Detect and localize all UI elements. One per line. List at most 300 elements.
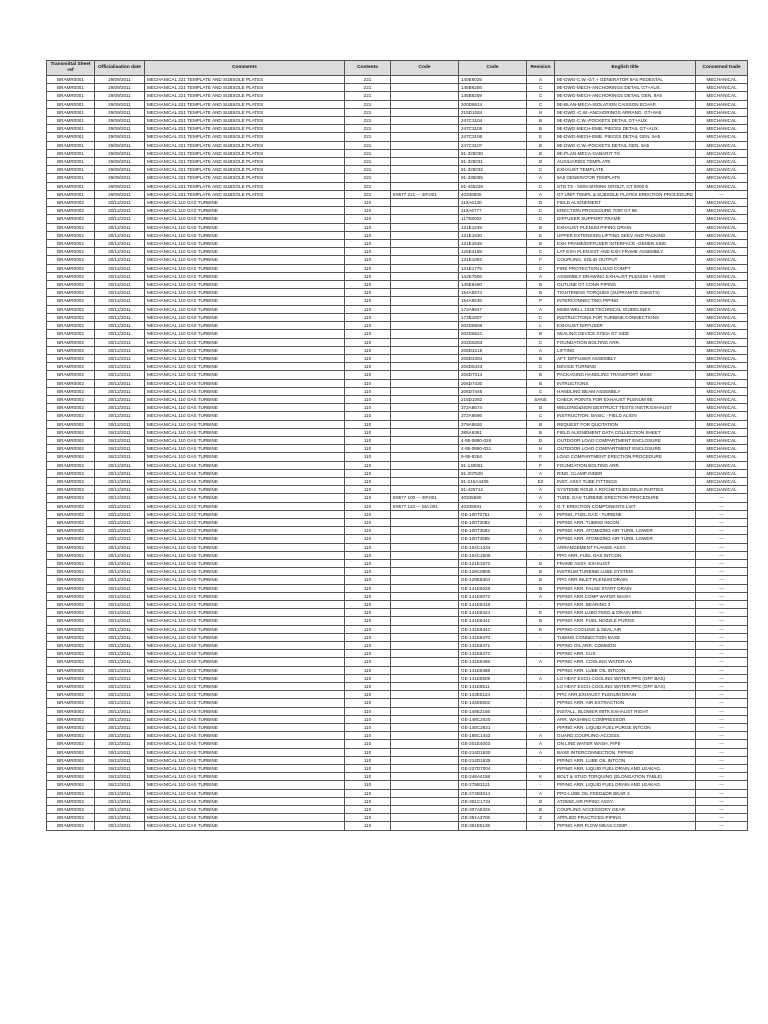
cell-contents: 110	[345, 207, 391, 215]
cell-code	[391, 609, 459, 617]
table-row	[47, 633, 748, 641]
cell-transmittal: BRAMR0002	[47, 789, 95, 797]
cell-contents: 110	[345, 543, 391, 551]
cell-code	[391, 240, 459, 248]
table-row	[47, 313, 748, 321]
cell-contents: 221	[345, 100, 391, 108]
cell-trade: MECHANICAL	[696, 76, 748, 84]
cell-transmittal: BRAMR0002	[47, 617, 95, 625]
cell-code-2: GE-201E4003	[459, 740, 527, 748]
cell-date: 30/12/2011	[95, 199, 145, 207]
cell-trade: MECHANICAL	[696, 453, 748, 461]
cell-contents: 110	[345, 248, 391, 256]
cell-code-2: 202D8283	[459, 338, 527, 346]
cell-english-title: 9E-DWG.-C.W.-ANCHORINGS ARRANG. GT+9A5	[555, 108, 696, 116]
cell-contents: 110	[345, 601, 391, 609]
cell-date: 30/12/2011	[95, 387, 145, 395]
cell-code-2: GE-100T3585	[459, 535, 527, 543]
cell-revision: -	[527, 707, 555, 715]
cell-code	[391, 683, 459, 691]
cell-transmittal: BRAMR0002	[47, 707, 95, 715]
cell-english-title: INSTRUM TURBINE LUBE SYSTEM	[555, 568, 696, 576]
cell-contents: 221	[345, 108, 391, 116]
col-header-date: Officialisation date	[95, 61, 145, 76]
cell-revision: A	[527, 190, 555, 198]
cell-contents: 110	[345, 609, 391, 617]
cell-code-2: 40345590	[459, 494, 527, 502]
cell-trade: ---	[696, 666, 748, 674]
cell-transmittal: BRAMR0002	[47, 322, 95, 330]
cell-transmittal: BRAMR0002	[47, 338, 95, 346]
cell-date: 29/09/2011	[95, 125, 145, 133]
cell-contents: 110	[345, 625, 391, 633]
table-row	[47, 322, 748, 330]
cell-transmittal: BRAMR0002	[47, 756, 95, 764]
table-row	[47, 601, 748, 609]
cell-code-2: 121E1249	[459, 223, 527, 231]
cell-trade: ---	[696, 683, 748, 691]
cell-date: 30/12/2011	[95, 502, 145, 510]
cell-date: 30/12/2011	[95, 584, 145, 592]
table-row	[47, 330, 748, 338]
cell-trade: MECHANICAL	[696, 166, 748, 174]
col-header-revision: Revision	[527, 61, 555, 76]
cell-code	[391, 174, 459, 182]
cell-date: 30/12/2011	[95, 354, 145, 362]
cell-comments: MECHANICAL 110 GAS TURBINE	[145, 502, 345, 510]
cell-comments: MECHANICAL 110 GAS TURBINE	[145, 633, 345, 641]
cell-english-title: PIPING ARR. BEARING 3	[555, 601, 696, 609]
cell-code	[391, 806, 459, 814]
cell-code-2: 205D4384	[459, 354, 527, 362]
cell-trade: ---	[696, 756, 748, 764]
cell-transmittal: BRAMR0002	[47, 436, 95, 444]
cell-comments: MECHANICAL 110 GAS TURBINE	[145, 559, 345, 567]
cell-date: 30/12/2011	[95, 412, 145, 420]
cell-code-2: GE-104C1234	[459, 543, 527, 551]
cell-contents: 110	[345, 666, 391, 674]
cell-date: 30/12/2011	[95, 592, 145, 600]
cell-contents: 110	[345, 322, 391, 330]
cell-english-title: PIPING ARR. AIR EXTRACTION	[555, 699, 696, 707]
cell-code	[391, 699, 459, 707]
table-row	[47, 642, 748, 650]
cell-code-2: GE-141E8442	[459, 625, 527, 633]
cell-code	[391, 387, 459, 395]
cell-contents: 110	[345, 814, 391, 822]
cell-revision: B	[527, 149, 555, 157]
cell-transmittal: BRAMR0002	[47, 297, 95, 305]
cell-transmittal: BRAMR0002	[47, 272, 95, 280]
cell-trade: MECHANICAL	[696, 281, 748, 289]
cell-date: 29/09/2011	[95, 92, 145, 100]
cell-date: 30/12/2011	[95, 765, 145, 773]
cell-transmittal: BRAMR0002	[47, 281, 95, 289]
cell-contents: 110	[345, 568, 391, 576]
cell-english-title: PIPING ARR.FLOW MEAS.COMP.	[555, 822, 696, 830]
cell-code	[391, 322, 459, 330]
cell-contents: 110	[345, 461, 391, 469]
cell-code	[391, 215, 459, 223]
cell-english-title: PIPING ARR. ATOMIZING AIR-TURB. LOWER	[555, 535, 696, 543]
cell-contents: 110	[345, 707, 391, 715]
cell-transmittal: BRAMR0002	[47, 395, 95, 403]
cell-revision: K	[527, 773, 555, 781]
cell-revision: C	[527, 215, 555, 223]
cell-english-title: 9E-DWG-C.W.-POCKETS DETAIL GEN. 9A5	[555, 141, 696, 149]
cell-revision: A	[527, 346, 555, 354]
cell-english-title: COUPLING, SOLID OUTPUT	[555, 256, 696, 264]
cell-trade: ---	[696, 502, 748, 510]
cell-revision: E	[527, 625, 555, 633]
cell-code-2: 121E1539	[459, 240, 527, 248]
cell-english-title: PIPING ARR. LUBE OIL INTCON	[555, 666, 696, 674]
cell-code-2: 131E1092	[459, 256, 527, 264]
cell-english-title: FOUNDATION BOLTING ARR.	[555, 338, 696, 346]
cell-trade: ---	[696, 551, 748, 559]
cell-trade: ---	[696, 797, 748, 805]
cell-code	[391, 477, 459, 485]
cell-contents: 110	[345, 453, 391, 461]
cell-english-title: MS90-WELL 1025 TECHNICAL GUIDELINES	[555, 305, 696, 313]
cell-revision: -	[527, 666, 555, 674]
cell-english-title: INSTALL, BLOWER 88TK EXHAUST RIGHT	[555, 707, 696, 715]
cell-trade: ---	[696, 707, 748, 715]
cell-contents: 221	[345, 174, 391, 182]
cell-revision: F	[527, 256, 555, 264]
cell-revision: -	[527, 518, 555, 526]
cell-trade: MECHANICAL	[696, 256, 748, 264]
cell-transmittal: BRAMR0002	[47, 223, 95, 231]
cell-transmittal: BRAMR0002	[47, 683, 95, 691]
cell-comments: MECHANICAL 110 GAS TURBINE	[145, 371, 345, 379]
cell-comments: MECHANICAL 221 TEMPLATE AND SUBSOLE PLATES	[145, 149, 345, 157]
table-row	[47, 133, 748, 141]
cell-date: 30/12/2011	[95, 453, 145, 461]
table-row	[47, 305, 748, 313]
cell-code-2: 145B6259	[459, 92, 527, 100]
cell-code	[391, 568, 459, 576]
cell-english-title: HANDLING BEAM ASSEMBLY	[555, 387, 696, 395]
table-header-row	[47, 61, 748, 76]
cell-transmittal: BRAMR0002	[47, 412, 95, 420]
cell-contents: 110	[345, 617, 391, 625]
cell-transmittal: BRAMR0002	[47, 264, 95, 272]
cell-revision: C	[527, 207, 555, 215]
cell-comments: MECHANICAL 110 GAS TURBINE	[145, 313, 345, 321]
cell-contents: 110	[345, 297, 391, 305]
cell-code-2: GE-104C2509	[459, 551, 527, 559]
cell-code-2: GE-141E5072	[459, 592, 527, 600]
cell-english-title: PPG-LUBE OIL FEED&DR.BEAR 3	[555, 789, 696, 797]
cell-date: 29/09/2011	[95, 166, 145, 174]
table-row	[47, 436, 748, 444]
cell-comments: MECHANICAL 110 GAS TURBINE	[145, 756, 345, 764]
cell-comments: MECHANICAL 110 GAS TURBINE	[145, 453, 345, 461]
cell-date: 29/09/2011	[95, 190, 145, 198]
cell-code	[391, 625, 459, 633]
cell-trade: ---	[696, 518, 748, 526]
table-row	[47, 108, 748, 116]
cell-comments: MECHANICAL 110 GAS TURBINE	[145, 297, 345, 305]
cell-revision: -	[527, 822, 555, 830]
cell-english-title: PIPING ARR. FALSE START DRAIN	[555, 584, 696, 592]
cell-contents: 110	[345, 674, 391, 682]
cell-comments: MECHANICAL 110 GAS TURBINE	[145, 740, 345, 748]
cell-trade: ---	[696, 584, 748, 592]
cell-date: 29/09/2011	[95, 100, 145, 108]
table-row	[47, 765, 748, 773]
cell-transmittal: BRAMR0002	[47, 199, 95, 207]
cell-transmittal: BRAMR0002	[47, 256, 95, 264]
table-row	[47, 207, 748, 215]
cell-revision: A	[527, 272, 555, 280]
cell-comments: MECHANICAL 221 TEMPLATE AND SUBSOLE PLATES	[145, 182, 345, 190]
table-row	[47, 215, 748, 223]
table-row	[47, 92, 748, 100]
cell-transmittal: BRAMR0001	[47, 84, 95, 92]
cell-comments: MECHANICAL 110 GAS TURBINE	[145, 518, 345, 526]
cell-revision: H	[527, 445, 555, 453]
cell-date: 30/12/2011	[95, 551, 145, 559]
cell-transmittal: BRAMR0002	[47, 379, 95, 387]
cell-comments: MECHANICAL 221 TEMPLATE AND SUBSOLE PLATES	[145, 174, 345, 182]
cell-revision: -	[527, 642, 555, 650]
cell-transmittal: BRAMR0002	[47, 797, 95, 805]
cell-comments: MECHANICAL 110 GAS TURBINE	[145, 765, 345, 773]
cell-code	[391, 601, 459, 609]
cell-comments: MECHANICAL 110 GAS TURBINE	[145, 666, 345, 674]
cell-contents: 110	[345, 658, 391, 666]
cell-code-2: GE-128C8805	[459, 568, 527, 576]
cell-code-2: 131E1775	[459, 264, 527, 272]
cell-code-2: GE-100T3083	[459, 518, 527, 526]
cell-revision: B	[527, 584, 555, 592]
cell-date: 30/12/2011	[95, 527, 145, 535]
cell-transmittal: BRAMR0002	[47, 568, 95, 576]
cell-code-2: GE-141E8509	[459, 674, 527, 682]
table-row	[47, 371, 748, 379]
cell-trade: MECHANICAL	[696, 92, 748, 100]
table-row	[47, 486, 748, 494]
cell-transmittal: BRAMR0002	[47, 806, 95, 814]
cell-date: 30/12/2011	[95, 395, 145, 403]
cell-comments: MECHANICAL 221 TEMPLATE AND SUBSOLE PLATES	[145, 117, 345, 125]
cell-comments: MECHANICAL 110 GAS TURBINE	[145, 281, 345, 289]
cell-comments: MECHANICAL 110 GAS TURBINE	[145, 322, 345, 330]
cell-english-title: REQUEST FOR QUOTATION	[555, 420, 696, 428]
cell-transmittal: BRAMR0002	[47, 313, 95, 321]
cell-english-title: DIFFUSER SUPPORT FRAME	[555, 215, 696, 223]
cell-code-2: 206D7430	[459, 379, 527, 387]
cell-date: 30/12/2011	[95, 231, 145, 239]
cell-code-2: 126E4189	[459, 248, 527, 256]
cell-revision: A	[527, 592, 555, 600]
cell-code-2: GE-274B3014	[459, 789, 527, 797]
cell-code-2: GE-128E8304	[459, 576, 527, 584]
cell-comments: MECHANICAL 110 GAS TURBINE	[145, 223, 345, 231]
cell-date: 30/12/2011	[95, 748, 145, 756]
cell-transmittal: BRAMR0002	[47, 420, 95, 428]
cell-revision: -	[527, 765, 555, 773]
table-row	[47, 387, 748, 395]
cell-english-title: FIELD ALIGNEMENT	[555, 199, 696, 207]
cell-transmittal: BRAMR0002	[47, 354, 95, 362]
cell-trade: ---	[696, 789, 748, 797]
cell-code	[391, 379, 459, 387]
cell-english-title: TUBING CONNECTION BASE	[555, 633, 696, 641]
cell-date: 30/12/2011	[95, 215, 145, 223]
cell-revision: P	[527, 297, 555, 305]
cell-transmittal: BRAMR0002	[47, 765, 95, 773]
cell-code-2: 4-95-0880-031	[459, 445, 527, 453]
cell-code-2: 215D1082	[459, 395, 527, 403]
cell-code	[391, 527, 459, 535]
cell-revision: A	[527, 740, 555, 748]
cell-contents: 110	[345, 502, 391, 510]
cell-transmittal: BRAMR0001	[47, 76, 95, 84]
cell-transmittal: BRAMR0002	[47, 666, 95, 674]
table-row	[47, 756, 748, 764]
cell-trade: ---	[696, 691, 748, 699]
cell-contents: 110	[345, 584, 391, 592]
cell-english-title: GT UNIT TEMPL & SUBSOLE PLATES ERECTION PROCEDURE	[555, 190, 696, 198]
cell-revision: -	[527, 633, 555, 641]
cell-english-title: EXHAUST DIFFUSER	[555, 322, 696, 330]
cell-code	[391, 395, 459, 403]
cell-english-title: PIPING ARR. TUBING INCON	[555, 518, 696, 526]
cell-transmittal: BRAMR0001	[47, 174, 95, 182]
table-row	[47, 510, 748, 518]
cell-code	[391, 199, 459, 207]
table-row	[47, 346, 748, 354]
table-row	[47, 797, 748, 805]
cell-comments: MECHANICAL 110 GAS TURBINE	[145, 248, 345, 256]
table-row	[47, 190, 748, 198]
table-row	[47, 609, 748, 617]
table-row	[47, 420, 748, 428]
cell-code	[391, 100, 459, 108]
cell-date: 30/12/2011	[95, 674, 145, 682]
cell-date: 30/12/2011	[95, 724, 145, 732]
cell-code-2: 145E6490	[459, 281, 527, 289]
cell-revision: A	[527, 674, 555, 682]
cell-comments: MECHANICAL 110 GAS TURBINE	[145, 420, 345, 428]
cell-code	[391, 707, 459, 715]
document-sheet	[46, 60, 748, 831]
cell-date: 30/12/2011	[95, 789, 145, 797]
table-row	[47, 84, 748, 92]
cell-date: 30/12/2011	[95, 715, 145, 723]
cell-date: 30/12/2011	[95, 264, 145, 272]
cell-contents: 110	[345, 387, 391, 395]
col-header-code: Code	[391, 61, 459, 76]
cell-trade: MECHANICAL	[696, 313, 748, 321]
table-row	[47, 502, 748, 510]
cell-trade: MECHANICAL	[696, 231, 748, 239]
cell-revision: D	[527, 404, 555, 412]
cell-date: 30/12/2011	[95, 313, 145, 321]
cell-code	[391, 584, 459, 592]
cell-trade: MECHANICAL	[696, 428, 748, 436]
cell-transmittal: BRAMR0002	[47, 305, 95, 313]
cell-english-title: ASSEMBLY DRAWING EXHAUST PLENUM + MS90	[555, 272, 696, 280]
cell-date: 29/09/2011	[95, 141, 145, 149]
cell-trade: ---	[696, 568, 748, 576]
cell-comments: MECHANICAL 110 GAS TURBINE	[145, 707, 345, 715]
cell-contents: 110	[345, 313, 391, 321]
cell-comments: MECHANICAL 110 GAS TURBINE	[145, 379, 345, 387]
table-row	[47, 453, 748, 461]
cell-revision: D	[527, 559, 555, 567]
cell-english-title: FRAME ASSY, EXHAUST	[555, 559, 696, 567]
cell-contents: 110	[345, 748, 391, 756]
cell-transmittal: BRAMR0002	[47, 215, 95, 223]
cell-revision: B	[527, 125, 555, 133]
cell-english-title: LO HEAT EXCH.COOLING WATER PPG (OFF BAS)	[555, 674, 696, 682]
cell-revision: A	[527, 748, 555, 756]
table-row	[47, 477, 748, 485]
cell-code	[391, 576, 459, 584]
cell-code-2: 9-95-8264	[459, 453, 527, 461]
cell-code-2: 206D5443	[459, 363, 527, 371]
table-row	[47, 518, 748, 526]
cell-code	[391, 207, 459, 215]
cell-english-title: AFT. DIFFUSER ASSEMBLY	[555, 354, 696, 362]
cell-trade: ---	[696, 781, 748, 789]
cell-trade: ---	[696, 814, 748, 822]
table-row	[47, 625, 748, 633]
cell-trade: MECHANICAL	[696, 158, 748, 166]
cell-revision: -	[527, 601, 555, 609]
cell-contents: 110	[345, 756, 391, 764]
table-row	[47, 248, 748, 256]
table-row	[47, 814, 748, 822]
cell-revision: A	[527, 527, 555, 535]
cell-english-title: INST. ASSY TUBE FITTINGS	[555, 477, 696, 485]
cell-code	[391, 281, 459, 289]
cell-trade: ---	[696, 576, 748, 584]
cell-trade: MECHANICAL	[696, 395, 748, 403]
cell-trade: MECHANICAL	[696, 248, 748, 256]
cell-comments: MECHANICAL 110 GAS TURBINE	[145, 658, 345, 666]
cell-transmittal: BRAMR0002	[47, 724, 95, 732]
table-row	[47, 724, 748, 732]
cell-transmittal: BRAMR0002	[47, 551, 95, 559]
cell-code	[391, 789, 459, 797]
cell-english-title: PIPING, FUEL GAS - TURBINE	[555, 510, 696, 518]
cell-revision: C	[527, 166, 555, 174]
cell-trade: MECHANICAL	[696, 477, 748, 485]
cell-code	[391, 404, 459, 412]
cell-code	[391, 510, 459, 518]
table-row	[47, 773, 748, 781]
cell-trade: ---	[696, 658, 748, 666]
cell-transmittal: BRAMR0002	[47, 363, 95, 371]
cell-revision: H	[527, 108, 555, 116]
cell-trade: ---	[696, 609, 748, 617]
cell-trade: ---	[696, 601, 748, 609]
cell-code	[391, 436, 459, 444]
cell-code	[391, 748, 459, 756]
cell-contents: 110	[345, 527, 391, 535]
cell-trade: ---	[696, 510, 748, 518]
cell-date: 30/12/2011	[95, 617, 145, 625]
table-row	[47, 412, 748, 420]
table-row	[47, 748, 748, 756]
cell-contents: 110	[345, 256, 391, 264]
cell-contents: 110	[345, 699, 391, 707]
